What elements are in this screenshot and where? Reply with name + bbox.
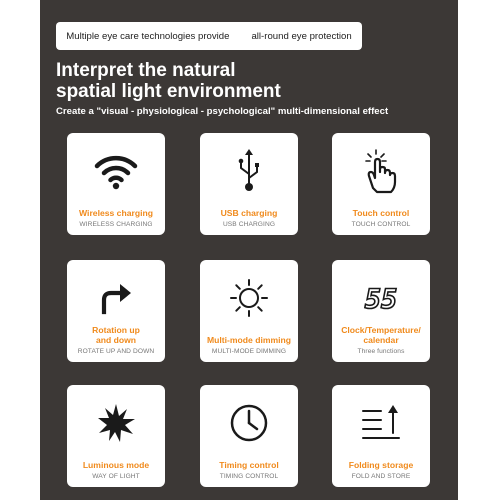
feature-card-usb-charging xyxy=(200,133,298,235)
feature-title: USB charging xyxy=(220,208,278,218)
sun-icon xyxy=(200,270,298,326)
starburst-icon xyxy=(67,395,165,451)
feature-title: Luminous mode xyxy=(82,460,150,470)
feature-card-luminous-mode xyxy=(67,385,165,487)
headline xyxy=(56,60,281,102)
feature-card-dimming xyxy=(200,260,298,362)
headline-line-1: Interpret the natural xyxy=(56,60,236,81)
feature-title-line-1: Clock/Temperature/ xyxy=(341,325,421,335)
feature-title: Touch control xyxy=(352,208,410,218)
feature-title: Multi-mode dimming xyxy=(206,335,292,345)
display-digits: 55 xyxy=(364,284,398,315)
feature-card-touch-control xyxy=(332,133,430,235)
feature-subtitle: WIRELESS CHARGING xyxy=(79,221,153,228)
headline-line-2: spatial light environment xyxy=(56,81,281,102)
wifi-icon xyxy=(67,143,165,199)
feature-card-rotation xyxy=(67,260,165,362)
clock-icon xyxy=(200,395,298,451)
feature-title-line-2: calendar xyxy=(363,335,399,345)
fold-store-icon xyxy=(332,395,430,451)
feature-subtitle: TOUCH CONTROL xyxy=(351,221,411,228)
subheadline: Create a "visual - physiological - psychological" multi-dimensional effect xyxy=(56,106,389,117)
feature-card-timing-control xyxy=(200,385,298,487)
usb-icon xyxy=(200,143,298,199)
digital-display-icon xyxy=(332,270,430,326)
feature-title-line-1: Rotation up xyxy=(92,325,140,335)
banner-text-left: Multiple eye care technologies provide xyxy=(66,30,230,42)
feature-subtitle: ROTATE UP AND DOWN xyxy=(77,348,155,355)
feature-subtitle: FOLD AND STORE xyxy=(351,473,411,480)
feature-card-clock-temperature xyxy=(332,260,430,362)
feature-subtitle: MULTI-MODE DIMMING xyxy=(211,348,287,355)
feature-title: Folding storage xyxy=(348,460,414,470)
feature-title: Wireless charging xyxy=(79,208,153,218)
rotate-arrow-icon xyxy=(67,270,165,326)
feature-card-wireless-charging xyxy=(67,133,165,235)
feature-subtitle: USB CHARGING xyxy=(222,221,276,228)
feature-card-folding-storage xyxy=(332,385,430,487)
feature-title: Timing control xyxy=(219,460,279,470)
feature-subtitle: Three functions xyxy=(357,348,405,355)
top-banner xyxy=(56,22,362,50)
feature-title-line-2: and down xyxy=(95,335,137,345)
feature-subtitle: TIMING CONTROL xyxy=(219,473,279,480)
banner-text-right: all-round eye protection xyxy=(251,30,352,42)
feature-subtitle: WAY OF LIGHT xyxy=(92,473,140,480)
touch-hand-icon xyxy=(332,143,430,199)
